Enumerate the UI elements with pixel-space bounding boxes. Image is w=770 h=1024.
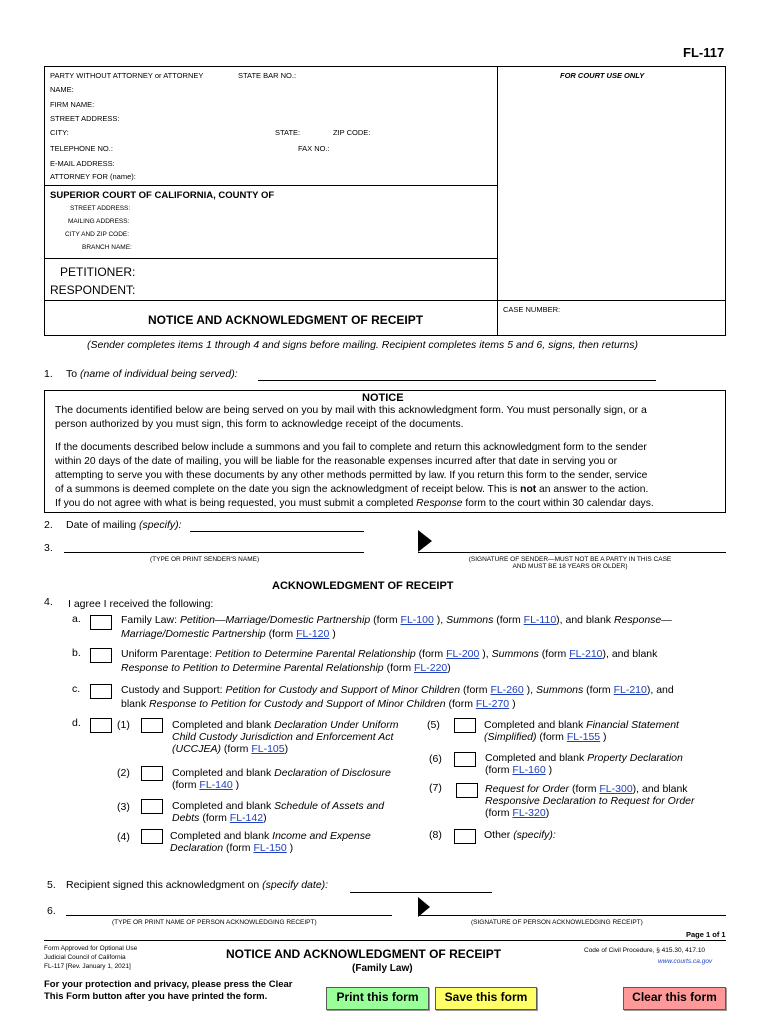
party-label: PARTY WITHOUT ATTORNEY or ATTORNEY bbox=[50, 71, 204, 80]
item5-number: 5. bbox=[47, 879, 56, 891]
court-street-label: STREET ADDRESS: bbox=[70, 205, 131, 212]
item4d7-text: Request for Order (form FL-300), and blank Responsive Declaration to Request for Order (form FL-320) bbox=[485, 783, 695, 819]
fax-label: FAX NO.: bbox=[298, 144, 330, 153]
form-number: FL-117 bbox=[683, 45, 725, 60]
instructions: (Sender completes items 1 through 4 and signs before mailing. Recipient completes items 5 and 6, signs, then returns) bbox=[87, 339, 638, 351]
item4c-checkbox[interactable] bbox=[90, 684, 112, 699]
item4d8-number: (8) bbox=[429, 829, 442, 841]
privacy-note: For your protection and privacy, please press the Clear This Form button after you have printed the form. bbox=[44, 979, 293, 1002]
approved-text: Form Approved for Optional Use Judicial Council of California FL-117 [Rev. January 1, 2021] bbox=[44, 945, 138, 970]
divider-2 bbox=[44, 258, 497, 259]
link-fl-300[interactable]: FL-300 bbox=[599, 783, 633, 795]
item4d3-checkbox[interactable] bbox=[141, 799, 163, 814]
divider-3 bbox=[44, 300, 726, 301]
item4c-line1: Custody and Support: Petition for Custody and Support of Minor Children (form FL-260 ), Summons (form FL-210), and bbox=[121, 684, 674, 696]
item4b-line2: Response to Petition to Determine Parental Relationship (form FL-220) bbox=[121, 662, 451, 674]
item4b-letter: b. bbox=[72, 647, 81, 659]
vertical-divider bbox=[497, 66, 498, 336]
page-number: Page 1 of 1 bbox=[686, 930, 726, 939]
street-label: STREET ADDRESS: bbox=[50, 114, 120, 123]
item4a-letter: a. bbox=[72, 613, 81, 625]
notice-paragraph-2 bbox=[55, 441, 723, 511]
item1-label: To (name of individual being served): bbox=[66, 368, 238, 380]
item4d8-text: Other (specify): bbox=[484, 829, 556, 841]
item1-number: 1. bbox=[44, 368, 53, 380]
item4d6-number: (6) bbox=[429, 753, 442, 765]
item4-number: 4. bbox=[44, 596, 53, 608]
item4b-line1: Uniform Parentage: Petition to Determine Parental Relationship (form FL-200 ), Summons (form FL-210), and blank bbox=[121, 648, 658, 660]
mailing-date-field[interactable] bbox=[190, 531, 364, 532]
link-fl-210-c[interactable]: FL-210 bbox=[613, 684, 647, 696]
item4d4-number: (4) bbox=[117, 831, 130, 843]
link-fl-105[interactable]: FL-105 bbox=[251, 743, 285, 755]
footer-subtitle: (Family Law) bbox=[352, 963, 413, 974]
item4d6-text: Completed and blank Property Declaration (form FL-160 ) bbox=[485, 752, 683, 776]
case-number-label: CASE NUMBER: bbox=[503, 305, 561, 314]
item4d4-checkbox[interactable] bbox=[141, 829, 163, 844]
item4d2-number: (2) bbox=[117, 767, 130, 779]
email-label: E-MAIL ADDRESS: bbox=[50, 159, 115, 168]
link-fl-155[interactable]: FL-155 bbox=[566, 731, 601, 743]
item4d4-text: Completed and blank Income and Expense Declaration (form FL-150 ) bbox=[170, 830, 371, 854]
link-fl-142[interactable]: FL-142 bbox=[229, 812, 264, 824]
recipient-name-caption: (TYPE OR PRINT NAME OF PERSON ACKNOWLEDGING RECEIPT) bbox=[112, 919, 317, 926]
item4a-checkbox[interactable] bbox=[90, 615, 112, 630]
notice-paragraph-1 bbox=[55, 403, 720, 431]
court-use-label: FOR COURT USE ONLY bbox=[560, 71, 645, 80]
recipient-sign-date-field[interactable] bbox=[350, 892, 492, 893]
court-title: SUPERIOR COURT OF CALIFORNIA, COUNTY OF bbox=[50, 190, 275, 201]
notice-heading: NOTICE bbox=[362, 392, 404, 404]
form-title: NOTICE AND ACKNOWLEDGMENT OF RECEIPT bbox=[148, 313, 424, 327]
website-link[interactable]: www.courts.ca.gov bbox=[658, 958, 713, 965]
state-label: STATE: bbox=[275, 128, 301, 137]
item4c-letter: c. bbox=[72, 683, 81, 695]
item4d-checkbox[interactable] bbox=[90, 718, 112, 733]
phone-label: TELEPHONE NO.: bbox=[50, 144, 113, 153]
item6-number: 6. bbox=[47, 905, 56, 917]
link-fl-160[interactable]: FL-160 bbox=[512, 764, 546, 776]
sender-name-field[interactable] bbox=[64, 552, 364, 553]
item4a-line1: Family Law: Petition—Marriage/Domestic Partnership (form FL-100 ), Summons (form FL-110), and blank Response— bbox=[121, 614, 672, 626]
link-fl-210[interactable]: FL-210 bbox=[569, 648, 603, 660]
notice-p1-line1: The documents identified below are being served on you by mail with this acknowledgment form. You must personally sign, or a bbox=[55, 404, 647, 416]
notice-p2-line3: attempting to serve you with these documents by any other methods permitted by law. If you return this form to the sender, service bbox=[55, 470, 648, 481]
link-fl-200[interactable]: FL-200 bbox=[446, 648, 480, 660]
link-fl-110[interactable]: FL-110 bbox=[523, 614, 557, 626]
sender-signature-field[interactable] bbox=[418, 552, 726, 553]
item4d6-checkbox[interactable] bbox=[454, 752, 476, 767]
recipient-signature-field[interactable] bbox=[418, 915, 726, 916]
link-fl-320[interactable]: FL-320 bbox=[512, 807, 546, 819]
signature-arrow-icon bbox=[418, 530, 432, 552]
item2-number: 2. bbox=[44, 519, 53, 531]
item4d3-number: (3) bbox=[117, 801, 130, 813]
item2-label: Date of mailing (specify): bbox=[66, 519, 182, 531]
link-fl-140[interactable]: FL-140 bbox=[199, 779, 233, 791]
item4d8-checkbox[interactable] bbox=[454, 829, 476, 844]
state-bar-label: STATE BAR NO.: bbox=[238, 71, 297, 80]
item4d3-text: Completed and blank Schedule of Assets and Debts (form FL-142) bbox=[172, 800, 385, 824]
footer-rule bbox=[44, 940, 726, 941]
footer-title: NOTICE AND ACKNOWLEDGMENT OF RECEIPT bbox=[226, 947, 502, 961]
petitioner-label: PETITIONER: bbox=[60, 265, 136, 279]
item4d-letter: d. bbox=[72, 717, 81, 729]
court-city-label: CITY AND ZIP CODE: bbox=[65, 231, 130, 238]
respondent-label: RESPONDENT: bbox=[50, 283, 136, 297]
item4d2-checkbox[interactable] bbox=[141, 766, 163, 781]
print-button[interactable]: Print this form bbox=[326, 987, 429, 1010]
item5-label: Recipient signed this acknowledgment on (specify date): bbox=[66, 879, 329, 891]
item4d7-number: (7) bbox=[429, 782, 442, 794]
item4c-line2: blank Response to Petition for Custody and Support of Minor Children (form FL-270 ) bbox=[121, 698, 516, 710]
recipient-name-field[interactable] bbox=[258, 380, 656, 381]
item4a-line2: Marriage/Domestic Partnership (form FL-120 ) bbox=[121, 628, 336, 640]
item3-number: 3. bbox=[44, 542, 53, 554]
link-fl-100[interactable]: FL-100 bbox=[400, 614, 434, 626]
zip-label: ZIP CODE: bbox=[333, 128, 371, 137]
notice-p2-line5: If you do not agree with what is being requested, you must submit a completed Response form to the court within 30 calendar days. bbox=[55, 498, 654, 509]
item4d1-number: (1) bbox=[117, 719, 130, 731]
attorney-for-label: ATTORNEY FOR (name): bbox=[50, 172, 136, 181]
item4d5-text: Completed and blank Financial Statement (Simplified) (form FL-155 ) bbox=[484, 719, 679, 743]
item4-label: I agree I received the following: bbox=[68, 598, 214, 610]
court-branch-label: BRANCH NAME: bbox=[82, 244, 132, 251]
court-mailing-label: MAILING ADDRESS: bbox=[68, 218, 130, 225]
caption-box bbox=[44, 66, 726, 336]
recipient-name-print-field[interactable] bbox=[66, 915, 392, 916]
notice-p2-line1: If the documents described below include a summons and you fail to complete and return this acknowledgment form to the sender bbox=[55, 442, 647, 453]
code-citation: Code of Civil Procedure, § 415.30, 417.10 bbox=[584, 947, 706, 954]
firm-label: FIRM NAME: bbox=[50, 100, 95, 109]
notice-p2-line4: of a summons is deemed complete on the date you sign the acknowledgment of receipt below. This is not an answer to the action. bbox=[55, 484, 649, 495]
item4d1-text: Completed and blank Declaration Under Uniform Child Custody Jurisdiction and Enforcement Act (UCCJEA) (form FL-105) bbox=[172, 719, 399, 755]
item4d5-number: (5) bbox=[427, 719, 440, 731]
item4d7-checkbox[interactable] bbox=[456, 783, 478, 798]
link-fl-220[interactable]: FL-220 bbox=[414, 662, 448, 674]
clear-button[interactable]: Clear this form bbox=[623, 987, 726, 1010]
notice-p1-line2: person authorized by you must sign, this form to acknowledge receipt of the documents. bbox=[55, 418, 464, 430]
link-fl-150[interactable]: FL-150 bbox=[253, 842, 287, 854]
sender-signature-caption: (SIGNATURE OF SENDER—MUST NOT BE A PARTY IN THIS CASE AND MUST BE 18 YEARS OR OLDER) bbox=[468, 556, 672, 570]
signature-arrow-icon-2 bbox=[418, 897, 430, 917]
link-fl-270[interactable]: FL-270 bbox=[475, 698, 510, 710]
sender-name-caption: (TYPE OR PRINT SENDER'S NAME) bbox=[150, 556, 260, 563]
ack-heading: ACKNOWLEDGMENT OF RECEIPT bbox=[272, 580, 454, 592]
item4b-checkbox[interactable] bbox=[90, 648, 112, 663]
city-label: CITY: bbox=[50, 128, 69, 137]
save-button[interactable]: Save this form bbox=[435, 987, 537, 1010]
recipient-signature-caption: (SIGNATURE OF PERSON ACKNOWLEDGING RECEIPT) bbox=[471, 919, 643, 926]
item4d1-checkbox[interactable] bbox=[141, 718, 163, 733]
item4d2-text: Completed and blank Declaration of Disclosure (form FL-140 ) bbox=[172, 767, 391, 791]
link-fl-260[interactable]: FL-260 bbox=[490, 684, 524, 696]
notice-p2-line2: within 20 days of the date of mailing, you will be liable for the reasonable expenses incurred after that date in serving you or bbox=[55, 456, 618, 467]
name-label: NAME: bbox=[50, 85, 74, 94]
link-fl-120[interactable]: FL-120 bbox=[296, 628, 330, 640]
item4d5-checkbox[interactable] bbox=[454, 718, 476, 733]
divider-1 bbox=[44, 185, 497, 186]
